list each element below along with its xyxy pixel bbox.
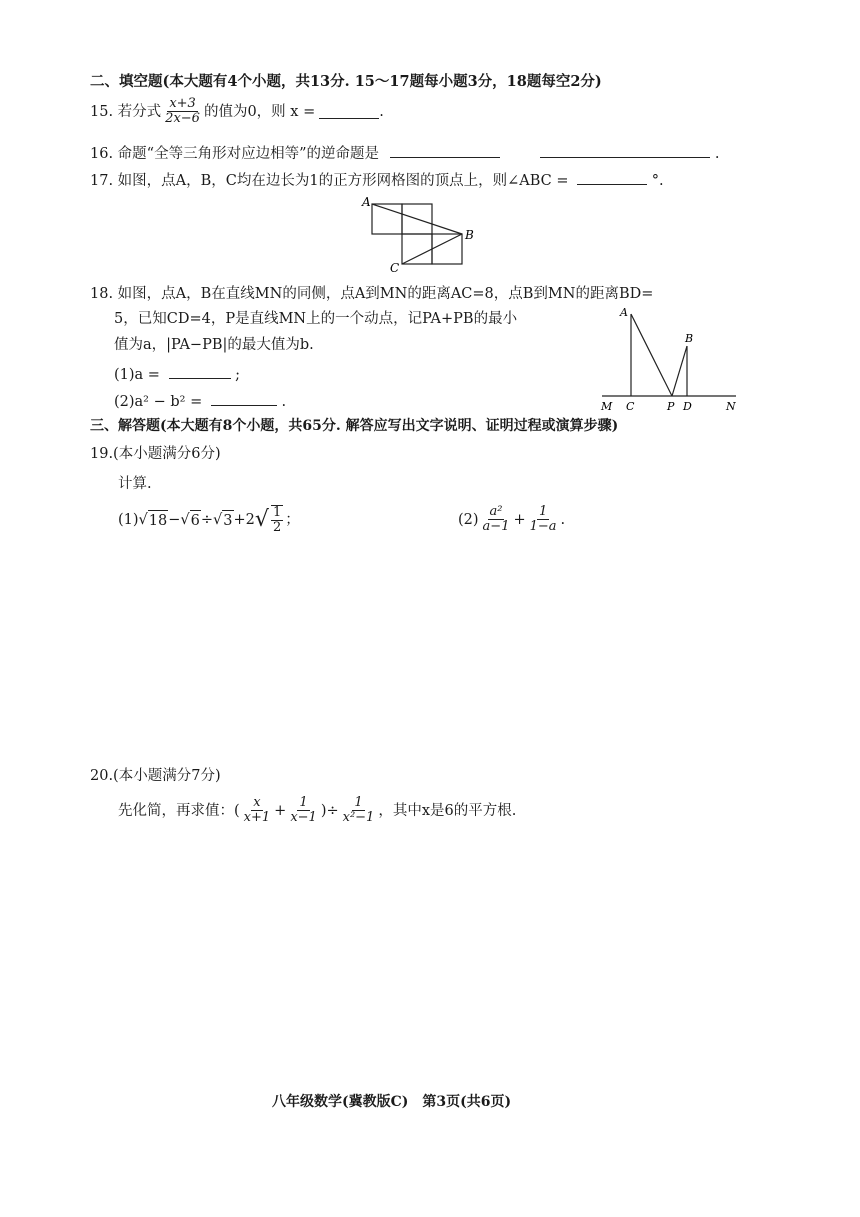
q19-p1-radicand-3: 3 bbox=[222, 510, 233, 531]
q19-p1-label: (1) bbox=[118, 512, 139, 528]
label-p: P bbox=[667, 400, 675, 413]
q20-numerator-1: x bbox=[253, 795, 261, 810]
q18-line-1: 18. 如图，点A，B在直线MN的同侧，点A到MN的距离AC=8，点B到MN的距离BD= bbox=[90, 286, 654, 302]
q19-part-2 bbox=[458, 505, 565, 534]
q18-answer-blank-2[interactable] bbox=[211, 391, 277, 406]
q19-p2-fraction-2 bbox=[528, 505, 559, 534]
q16-answer-blank-1[interactable] bbox=[390, 143, 500, 158]
q18-line-2: 5，已知CD=4，P是直线MN上的一个动点，记PA+PB的最小 bbox=[114, 311, 518, 327]
label-c: C bbox=[626, 400, 635, 413]
q19-p2-end: . bbox=[560, 511, 566, 528]
q19-p1-end: ； bbox=[285, 512, 300, 528]
q20-numerator-2: 1 bbox=[299, 795, 308, 810]
q18-part-2-label: (2)a² − b² = bbox=[114, 394, 203, 410]
question-15 bbox=[90, 97, 384, 126]
question-17 bbox=[90, 170, 664, 191]
q20-fraction-3 bbox=[341, 796, 377, 825]
q15-suffix: 的值为0，则 x = bbox=[203, 103, 316, 120]
q19-p2-label: (2) bbox=[458, 511, 479, 528]
q19-p1-fraction-denominator: 2 bbox=[272, 520, 282, 535]
q19-part-1 bbox=[118, 505, 300, 535]
q20-numerator-3: 1 bbox=[354, 795, 363, 810]
q20-denominator-2: x−1 bbox=[290, 810, 317, 825]
q20-denominator-1: x+1 bbox=[243, 810, 271, 825]
q19-p1-div: ÷ bbox=[200, 512, 214, 528]
label-c: C bbox=[390, 261, 400, 275]
sqrt-sign: √ bbox=[254, 507, 269, 532]
page-footer: 八年级数学(冀教版C) 第3页(共6页) bbox=[272, 1094, 512, 1110]
q19-instruction: 计算. bbox=[118, 476, 152, 492]
q20-denominator-3: x²−1 bbox=[342, 810, 375, 825]
q16-answer-blank-2[interactable] bbox=[540, 143, 710, 158]
q20-expression bbox=[118, 796, 516, 825]
q19-p1-radicand-1: 18 bbox=[148, 510, 168, 531]
segment-ap bbox=[631, 314, 672, 396]
q18-part-1 bbox=[114, 364, 240, 385]
section-2-title: 二、填空题(本大题有4个小题，共13分. 15～17题每小题3分，18题每空2分) bbox=[90, 73, 602, 90]
q18-part-2 bbox=[114, 391, 286, 412]
q19-p1-minus: − bbox=[168, 512, 181, 528]
label-a: A bbox=[362, 196, 371, 209]
q18-answer-blank-1[interactable] bbox=[169, 364, 231, 379]
q19-p2-fraction-1 bbox=[481, 505, 512, 534]
q19-p1-radicand-2: 6 bbox=[190, 510, 201, 531]
q20-prefix: 先化简，再求值：( bbox=[118, 802, 240, 819]
q19-p1-fraction bbox=[271, 505, 283, 535]
q20-header: 20.(本小题满分7分) bbox=[90, 768, 221, 784]
q19-p2-plus: + bbox=[513, 511, 526, 528]
q19-p2-numerator-1: a² bbox=[489, 504, 503, 519]
q18-part-2-end: . bbox=[281, 394, 287, 410]
segment-ab bbox=[372, 204, 462, 234]
q15-denominator: 2x−6 bbox=[165, 111, 200, 126]
label-a: A bbox=[620, 306, 628, 319]
q20-fraction-2 bbox=[288, 796, 319, 825]
label-n: N bbox=[726, 400, 736, 413]
segment-pb bbox=[672, 346, 687, 396]
q19-p2-numerator-2: 1 bbox=[538, 504, 548, 519]
q18-part-1-label: (1)a = bbox=[114, 367, 160, 383]
sqrt-sign: √ bbox=[213, 512, 223, 528]
q15-answer-blank[interactable] bbox=[319, 104, 379, 119]
grid-cell bbox=[402, 234, 432, 264]
q20-close: )÷ bbox=[320, 802, 339, 819]
q15-fraction bbox=[163, 97, 202, 126]
sqrt-sign: √ bbox=[138, 512, 148, 528]
q15-prefix: 15. 若分式 bbox=[90, 103, 162, 120]
label-b: B bbox=[685, 332, 694, 345]
q19-p1-fraction-numerator: 1 bbox=[272, 505, 282, 520]
q20-plus: + bbox=[274, 802, 287, 819]
q20-fraction-1 bbox=[242, 796, 273, 825]
q19-p1-plus: +2 bbox=[233, 512, 255, 528]
q19-p2-denominator-2: 1−a bbox=[529, 519, 557, 534]
label-m: M bbox=[601, 400, 613, 413]
q16-text: 16. 命题“全等三角形对应边相等”的逆命题是 bbox=[90, 146, 379, 162]
q15-numerator: x+3 bbox=[169, 96, 196, 111]
q17-text: 17. 如图，点A，B，C均在边长为1的正方形网格图的顶点上，则∠ABC = bbox=[90, 173, 569, 189]
mn-figure bbox=[598, 306, 746, 416]
q15-end: . bbox=[379, 103, 384, 120]
sqrt-sign: √ bbox=[180, 512, 190, 528]
section-3-title: 三、解答题(本大题有8个小题，共65分. 解答应写出文字说明、证明过程或演算步骤) bbox=[90, 418, 619, 434]
q19-header: 19.(本小题满分6分) bbox=[90, 446, 221, 462]
q17-end: °. bbox=[651, 173, 664, 189]
grid-cell bbox=[432, 234, 462, 264]
q18-part-1-end: ; bbox=[235, 367, 241, 383]
q17-answer-blank[interactable] bbox=[577, 170, 647, 185]
q18-line-3: 值为a，|PA−PB|的最大值为b. bbox=[114, 337, 314, 353]
question-16 bbox=[90, 143, 719, 164]
grid-figure bbox=[360, 196, 475, 276]
label-b: B bbox=[465, 228, 474, 242]
q20-suffix: ，其中x是6的平方根. bbox=[378, 802, 517, 819]
q16-end: . bbox=[714, 146, 720, 162]
label-d: D bbox=[683, 400, 692, 413]
q19-p2-denominator-1: a−1 bbox=[482, 519, 510, 534]
